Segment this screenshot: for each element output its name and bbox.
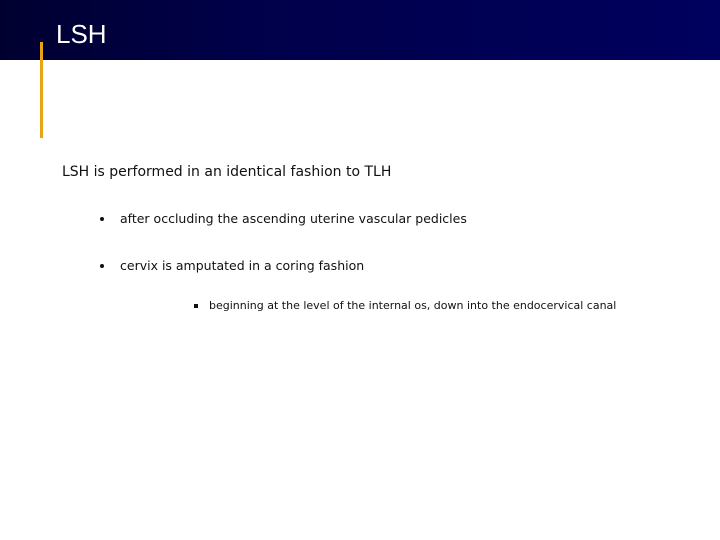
sub-bullet-item <box>120 299 702 312</box>
bullet-text: cervix is amputated in a coring fashion <box>120 258 365 273</box>
slide-body <box>62 164 702 312</box>
slide-title: LSH <box>56 19 107 49</box>
sub-bullet-list <box>120 299 702 312</box>
bullet-item <box>62 211 702 226</box>
square-bullet-icon <box>194 304 198 308</box>
accent-line <box>40 42 43 138</box>
bullet-list <box>62 211 702 312</box>
bullet-dot-icon <box>100 217 104 221</box>
bullet-item <box>62 258 702 312</box>
header-bar <box>0 0 720 60</box>
bullet-text: after occluding the ascending uterine vascular pedicles <box>120 211 467 226</box>
main-point: LSH is performed in an identical fashion to TLH <box>62 164 392 180</box>
sub-bullet-text: beginning at the level of the internal os, down into the endocervical canal <box>209 299 617 312</box>
bullet-dot-icon <box>100 264 104 268</box>
